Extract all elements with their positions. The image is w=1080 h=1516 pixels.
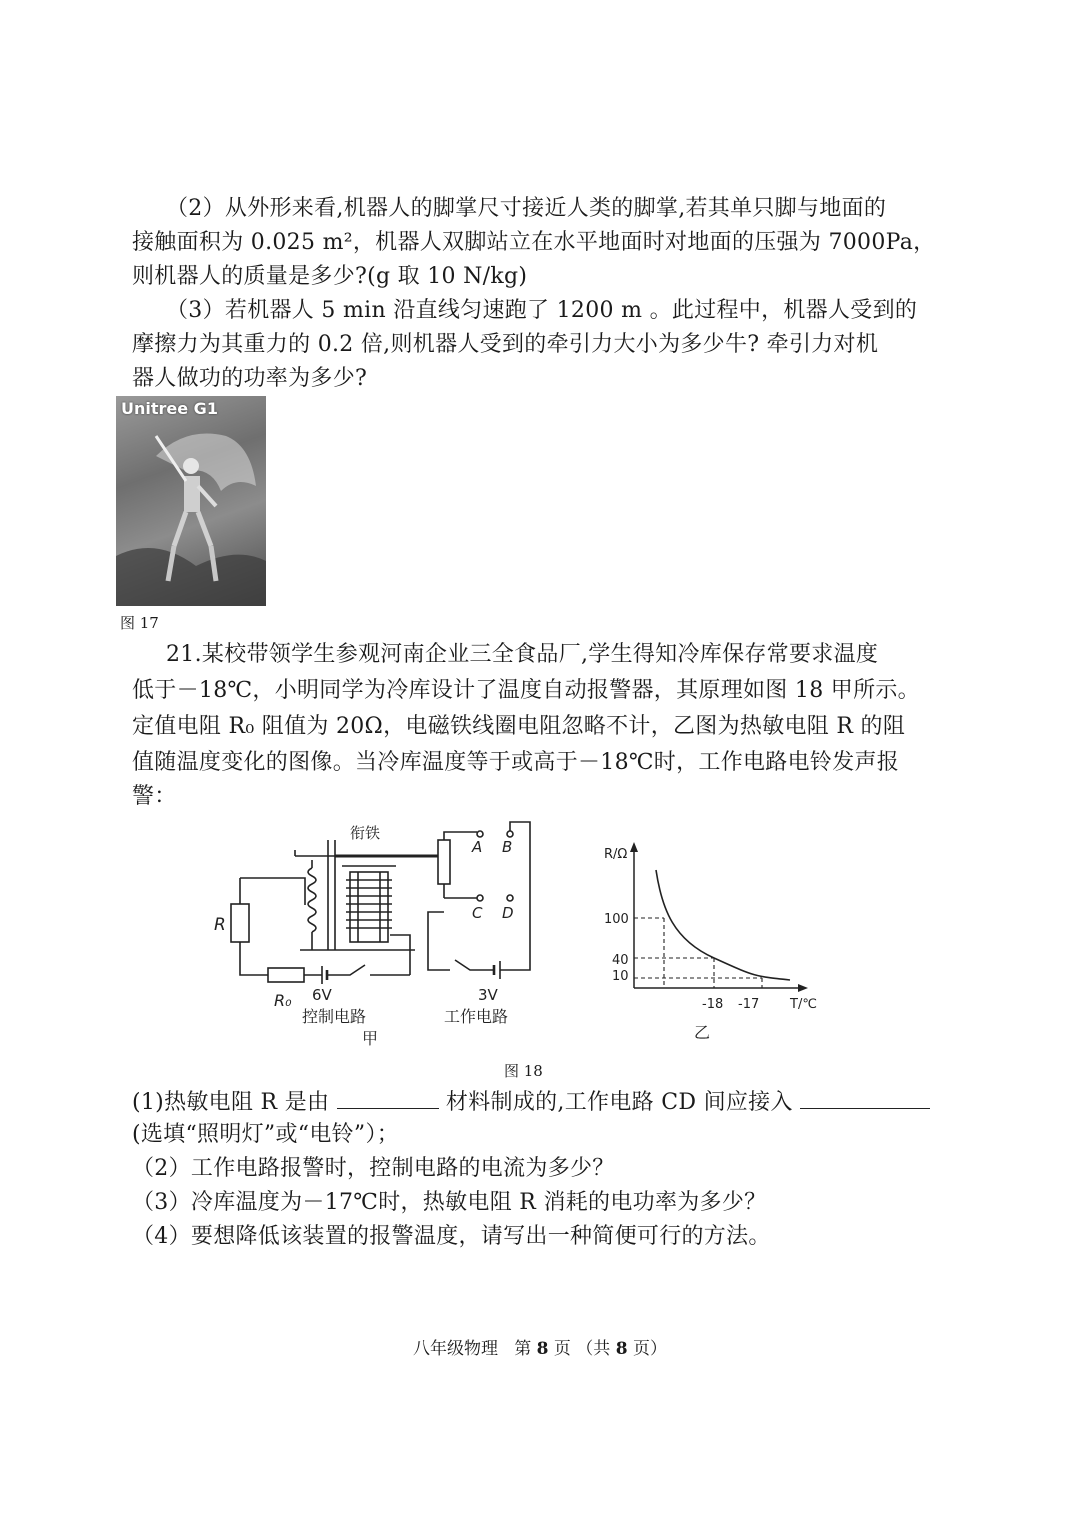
- ctrl-circuit-label: 控制电路: [302, 1007, 367, 1026]
- footer-page-number: 8: [536, 1339, 549, 1359]
- q21-sub1-line1: [132, 1086, 930, 1118]
- q20-p3-line1: （3）若机器人 5 min 沿直线匀速跑了 1200 m 。此过程中，机器人受到的: [166, 298, 918, 323]
- q21-sub1-text-a: (1)热敏电阻 R 是由: [132, 1090, 330, 1115]
- thermistor-r: [231, 904, 249, 942]
- footer-page-pre: 第: [514, 1339, 532, 1359]
- robot-photo: [116, 396, 266, 606]
- q21-sub3: （3）冷库温度为－17℃时，热敏电阻 R 消耗的电功率为多少？: [132, 1190, 767, 1215]
- q21-stem-line2: 低于－18℃，小明同学为冷库设计了温度自动报警器，其原理如图 18 甲所示。: [132, 678, 920, 703]
- graph-xlabel: T/℃: [790, 997, 817, 1012]
- thermistor-label: R: [214, 915, 226, 935]
- resistor-r0: [268, 968, 304, 982]
- page-footer: [0, 1334, 1080, 1359]
- contact-b-label: B: [502, 838, 513, 856]
- graph-ylabel: R/Ω: [604, 847, 628, 862]
- blank-material[interactable]: [337, 1086, 439, 1109]
- contact-a-label: A: [472, 838, 483, 856]
- q20-p2-line1: （2）从外形来看,机器人的脚掌尺寸接近人类的脚掌,若其单只脚与地面的: [166, 196, 887, 221]
- q20-p3-line2: 摩擦力为其重力的 0.2 倍,则机器人受到的牵引力大小为多少牛? 牵引力对机: [132, 332, 879, 357]
- circuit-diagram: [200, 820, 560, 1050]
- q21-sub2: （2）工作电路报警时，控制电路的电流为多少？: [132, 1156, 615, 1181]
- work-circuit-label: 工作电路: [444, 1007, 509, 1026]
- robot-silhouette-icon: [116, 396, 266, 606]
- q21-stem-line5: 警：: [132, 784, 177, 809]
- xtick-minus17: -17: [738, 997, 760, 1012]
- footer-page-mid: 页 （共: [553, 1339, 611, 1359]
- work-voltage-label: 3V: [478, 986, 498, 1004]
- blank-device[interactable]: [800, 1086, 930, 1109]
- q21-stem-line1: 21.某校带领学生参观河南企业三全食品厂,学生得知冷库保存常要求温度: [166, 642, 879, 667]
- footer-page-post: 页）: [632, 1339, 667, 1359]
- q21-stem-line3: 定值电阻 R₀ 阻值为 20Ω，电磁铁线圈电阻忽略不计，乙图为热敏电阻 R 的阻: [132, 714, 906, 739]
- contact-c-label: C: [472, 904, 483, 922]
- ctrl-voltage-label: 6V: [312, 986, 332, 1004]
- q20-p2-line2: 接触面积为 0.025 m²，机器人双脚站立在水平地面时对地面的压强为 7000Pa，: [132, 230, 936, 255]
- sub-label-yi: 乙: [694, 1023, 711, 1042]
- x-axis-arrow-icon: [798, 984, 808, 992]
- q21-sub1-text-b: 材料制成的,工作电路 CD 间应接入: [445, 1090, 793, 1115]
- figure-18-caption: 图 18: [504, 1062, 543, 1080]
- q20-p3-line3: 器人做功的功率为多少?: [132, 366, 368, 391]
- contact-d-label: D: [502, 904, 514, 922]
- armature-label: 衔铁: [350, 824, 381, 842]
- ytick-10: 10: [612, 969, 629, 984]
- ytick-40: 40: [612, 953, 629, 968]
- figure-17-caption: 图 17: [120, 614, 159, 632]
- footer-subject: 八年级物理: [413, 1339, 499, 1359]
- q21-sub1-line2: (选填“照明灯”或“电铃”）；: [132, 1122, 400, 1147]
- r0-label: R₀: [274, 991, 292, 1010]
- ytick-100: 100: [604, 912, 629, 927]
- q21-sub4: （4）要想降低该装置的报警温度，请写出一种简便可行的方法。: [132, 1224, 771, 1249]
- footer-total-pages: 8: [615, 1339, 628, 1359]
- photo-title: Unitree G1: [121, 399, 218, 418]
- xtick-minus18: -18: [702, 997, 724, 1012]
- sub-label-jia: 甲: [362, 1029, 379, 1048]
- q20-p2-line3: 则机器人的质量是多少?(g 取 10 N/kg): [132, 264, 528, 289]
- q21-stem-line4: 值随温度变化的图像。当冷库温度等于或高于－18℃时，工作电路电铃发声报: [132, 750, 900, 775]
- resistance-temperature-graph: [590, 830, 830, 1050]
- r-t-curve: [656, 870, 790, 980]
- y-axis-arrow-icon: [630, 842, 638, 852]
